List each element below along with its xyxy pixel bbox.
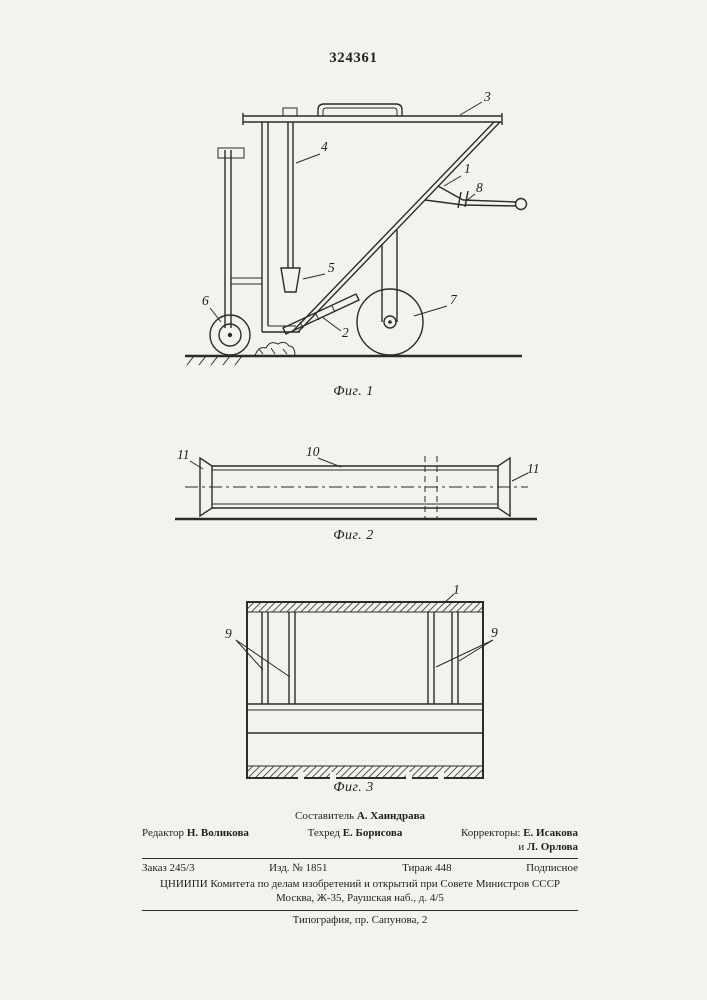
fig3-box-outline <box>247 602 483 779</box>
techred-label: Техред <box>307 826 340 839</box>
imprint-block <box>142 810 578 927</box>
order-info: Заказ 245/3 <box>142 862 195 875</box>
compiler-name: А. Хаиндрава <box>356 810 426 822</box>
subscription-info: Подписное <box>526 862 578 875</box>
fig2-roller-body <box>185 456 528 518</box>
fig1-label-8: 8 <box>476 180 483 195</box>
figure-3-caption: Фиг. 3 <box>333 780 374 795</box>
correctors-name-1: Е. Исакова <box>523 826 578 839</box>
correctors-label: Корректоры: <box>460 826 521 839</box>
fig3-label-9-left: 9 <box>225 626 232 641</box>
fig1-label-7: 7 <box>450 292 457 307</box>
fig1-support-frame <box>218 148 262 328</box>
patent-number: 324361 <box>329 50 378 66</box>
figure-1-drawing <box>160 88 560 378</box>
figure-3-drawing <box>210 582 520 787</box>
fig1-label-2: 2 <box>342 325 349 340</box>
correctors-prefix: и <box>518 840 525 853</box>
circulation-info: Тираж 448 <box>402 862 452 875</box>
print-run-line <box>142 862 578 876</box>
fig1-small-wheel <box>210 315 250 355</box>
fig1-main-wheel <box>357 230 423 355</box>
printing-house-line: Типография, пр. Сапунова, 2 <box>292 913 428 926</box>
fig2-part-labels <box>177 444 540 476</box>
organization-line-2: Москва, Ж-35, Раушская наб., д. 4/5 <box>276 891 444 904</box>
fig1-inner-pipe <box>281 122 300 292</box>
fig3-label-1: 1 <box>453 582 460 597</box>
editor-cell <box>142 827 249 855</box>
techred-cell <box>308 827 403 855</box>
fig1-label-3: 3 <box>484 89 491 104</box>
fig1-label-5: 5 <box>328 260 335 275</box>
fig2-label-11-right: 11 <box>527 461 540 476</box>
compiler-line <box>142 810 578 824</box>
compiler-label: Составитель <box>294 810 355 822</box>
correctors-cell <box>461 827 578 855</box>
editor-label: Редактор <box>142 826 185 839</box>
fig3-label-9-right: 9 <box>491 625 498 640</box>
organization-line-1: ЦНИИПИ Комитета по делам изобретений и открытий при Совете Министров СССР <box>159 878 561 890</box>
divider-rule-bottom <box>142 910 578 911</box>
fig1-part-labels <box>202 89 491 340</box>
correctors-name-2: Л. Орлова <box>527 840 578 853</box>
fig3-vertical-members <box>262 612 458 704</box>
techred-name: Е. Борисова <box>342 826 403 839</box>
figure-2-drawing <box>165 442 550 527</box>
fig3-cross-beam <box>247 704 483 733</box>
divider-rule-top <box>142 858 578 859</box>
fig1-label-6: 6 <box>202 293 209 308</box>
edition-info: Изд. № 1851 <box>269 862 328 875</box>
fig1-hopper-body <box>243 104 502 332</box>
staff-line <box>142 827 578 855</box>
fig2-label-11-left: 11 <box>177 447 190 462</box>
fig1-leader-lines <box>210 102 482 331</box>
fig2-label-10: 10 <box>306 444 320 459</box>
editor-name: Н. Воликова <box>186 826 249 839</box>
fig1-label-4: 4 <box>321 139 328 154</box>
figure-2-caption: Фиг. 2 <box>333 528 374 543</box>
fig1-label-1: 1 <box>464 161 471 176</box>
figure-1-caption: Фиг. 1 <box>333 384 374 399</box>
